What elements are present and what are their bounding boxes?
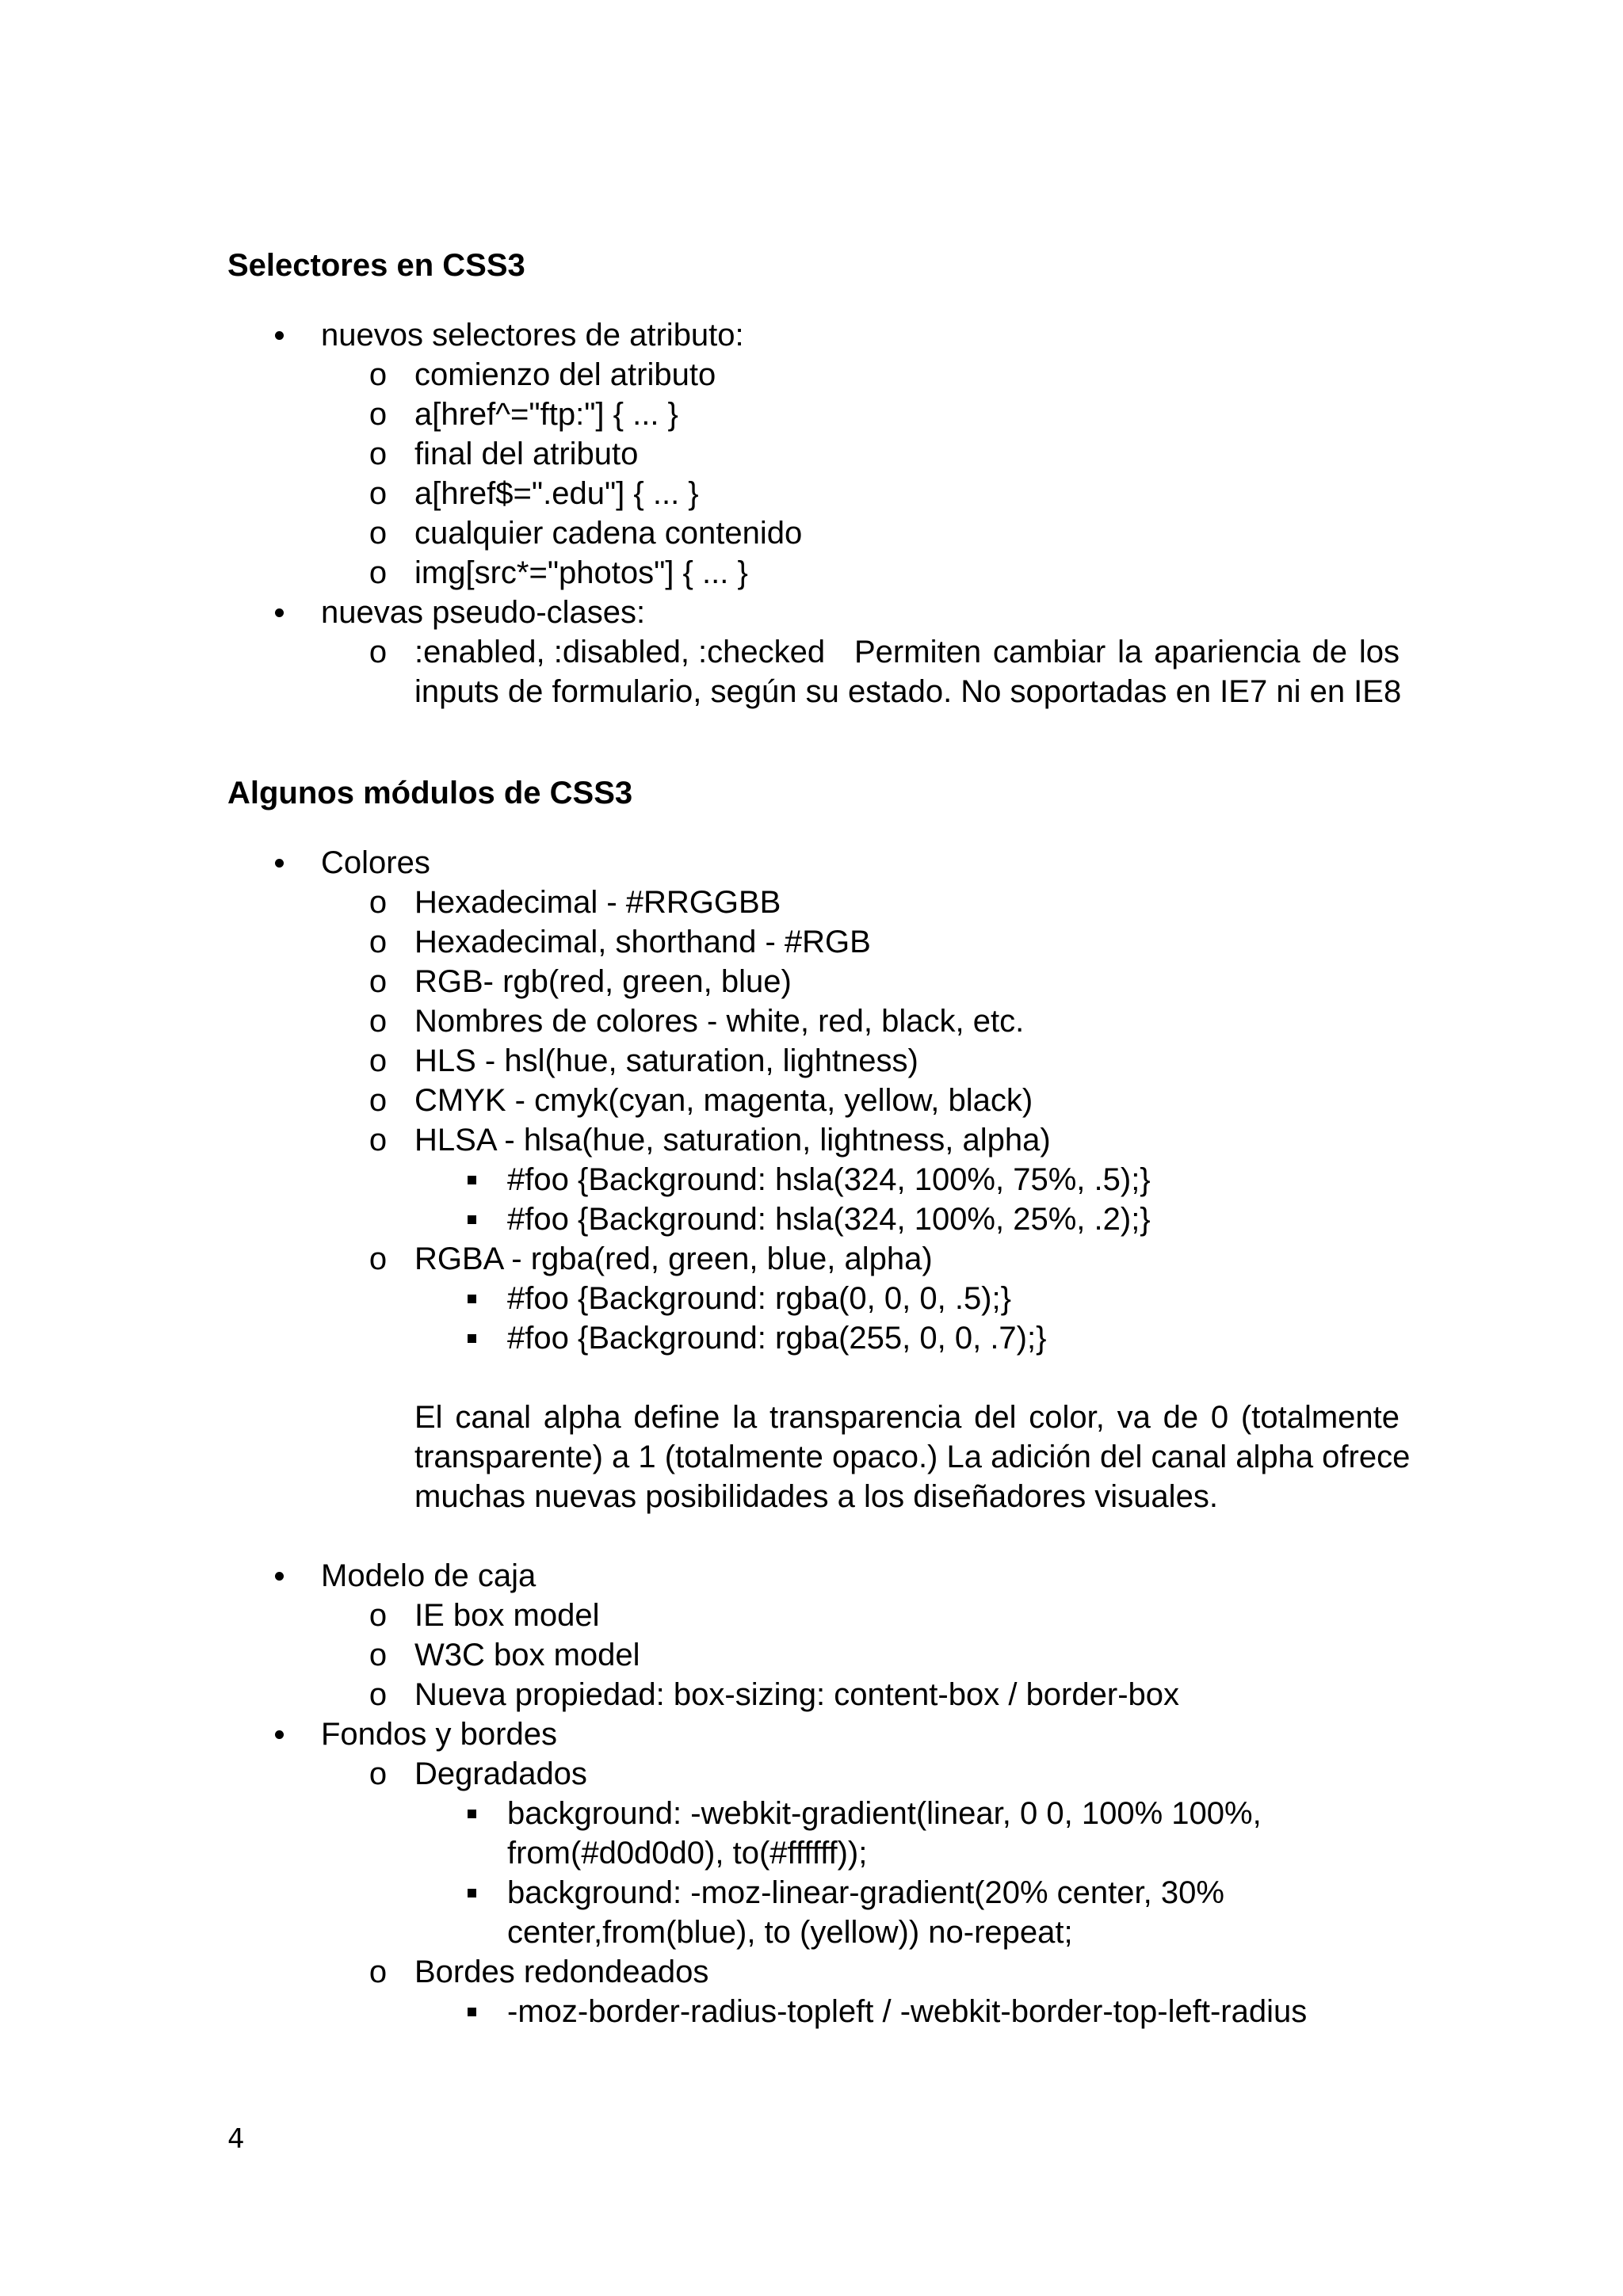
sub-bullet-icon: o <box>369 635 388 669</box>
sub-bullet-icon: o <box>369 925 388 959</box>
sub-sub-list-item: background: -moz-linear-gradient(20% center, 30% <box>507 1875 1224 1910</box>
sub-bullet-icon: o <box>369 1677 388 1712</box>
sub-bullet-icon: o <box>369 1123 388 1158</box>
sub-sub-list-item: background: -webkit-gradient(linear, 0 0, 100% 100%, <box>507 1796 1262 1831</box>
sub-list-item: Hexadecimal - #RRGGBB <box>414 885 781 920</box>
sub-sub-list-item: #foo {Background: hsla(324, 100%, 25%, .2);} <box>507 1202 1151 1237</box>
square-bullet-icon <box>460 1873 483 1913</box>
sub-list-item: W3C box model <box>414 1638 640 1672</box>
sub-list-item: HLS - hsl(hue, saturation, lightness) <box>414 1043 918 1078</box>
square-bullet-icon <box>460 1992 483 2031</box>
bullet-icon <box>269 315 288 355</box>
section-heading-selectores: Selectores en CSS3 <box>227 248 525 283</box>
sub-bullet-icon: o <box>369 555 388 590</box>
sub-list-item: comienzo del atributo <box>414 357 716 392</box>
sub-bullet-icon: o <box>369 397 388 432</box>
list-item: Modelo de caja <box>321 1558 537 1593</box>
sub-list-item: final del atributo <box>414 437 639 471</box>
sub-sub-list-item: -moz-border-radius-topleft / -webkit-border-top-left-radius <box>507 1994 1308 2029</box>
sub-bullet-icon: o <box>369 1638 388 1672</box>
sub-bullet-icon: o <box>369 516 388 551</box>
sub-list-item: Bordes redondeados <box>414 1955 709 1989</box>
square-bullet-icon <box>460 1160 483 1199</box>
alpha-paragraph-line1: El canal alpha define la transparencia del color, va de 0 (totalmente <box>414 1400 1400 1435</box>
alpha-paragraph-line2: transparente) a 1 (totalmente opaco.) La adición del canal alpha ofrece <box>414 1440 1411 1474</box>
square-bullet-icon <box>460 1318 483 1358</box>
sub-list-item: cualquier cadena contenido <box>414 516 803 551</box>
sub-list-item: HLSA - hlsa(hue, saturation, lightness, alpha) <box>414 1123 1051 1158</box>
sub-list-item: img[src*="photos"] { ... } <box>414 555 748 590</box>
sub-bullet-icon: o <box>369 885 388 920</box>
sub-sub-list-item: #foo {Background: rgba(255, 0, 0, .7);} <box>507 1321 1047 1356</box>
pseudo-classes-line1-right: Permiten cambiar la apariencia de los <box>854 635 1400 669</box>
sub-bullet-icon: o <box>369 964 388 999</box>
sub-bullet-icon: o <box>369 1043 388 1078</box>
sub-bullet-icon: o <box>369 1241 388 1276</box>
sub-bullet-icon: o <box>369 357 388 392</box>
square-bullet-icon <box>460 1794 483 1833</box>
sub-bullet-icon: o <box>369 1083 388 1118</box>
sub-sub-list-item: #foo {Background: rgba(0, 0, 0, .5);} <box>507 1281 1011 1316</box>
pseudo-classes-line1-left: :enabled, :disabled, :checked <box>414 635 826 669</box>
sub-list-item: RGB- rgb(red, green, blue) <box>414 964 792 999</box>
sub-list-item: CMYK - cmyk(cyan, magenta, yellow, black) <box>414 1083 1033 1118</box>
alpha-paragraph-line3: muchas nuevas posibilidades a los diseñadores visuales. <box>414 1479 1218 1514</box>
page-number: 4 <box>227 2123 245 2155</box>
sub-list-item: RGBA - rgba(red, green, blue, alpha) <box>414 1241 933 1276</box>
sub-list-item: Degradados <box>414 1756 587 1791</box>
sub-bullet-icon: o <box>369 1598 388 1633</box>
square-bullet-icon <box>460 1279 483 1318</box>
sub-bullet-icon: o <box>369 1756 388 1791</box>
list-item: Fondos y bordes <box>321 1717 557 1752</box>
sub-list-item: Nueva propiedad: box-sizing: content-box / border-box <box>414 1677 1179 1712</box>
sub-list-item: a[href$=".edu"] { ... } <box>414 476 699 511</box>
sub-sub-list-item-cont: center,from(blue), to (yellow)) no-repeat; <box>507 1915 1073 1950</box>
bullet-icon <box>269 843 288 883</box>
bullet-icon <box>269 1714 288 1754</box>
sub-list-item: Hexadecimal, shorthand - #RGB <box>414 925 871 959</box>
sub-bullet-icon: o <box>369 1004 388 1039</box>
sub-bullet-icon: o <box>369 476 388 511</box>
sub-list-item: IE box model <box>414 1598 600 1633</box>
sub-sub-list-item-cont: from(#d0d0d0), to(#ffffff)); <box>507 1836 868 1871</box>
sub-list-item: a[href^="ftp:"] { ... } <box>414 397 678 432</box>
list-item: Colores <box>321 845 430 880</box>
square-bullet-icon <box>460 1199 483 1239</box>
sub-list-item: Nombres de colores - white, red, black, etc. <box>414 1004 1025 1039</box>
bullet-icon <box>269 1556 288 1596</box>
sub-bullet-icon: o <box>369 1955 388 1989</box>
list-item: nuevos selectores de atributo: <box>321 318 744 353</box>
pseudo-classes-line2: inputs de formulario, según su estado. No soportadas en IE7 ni en IE8 <box>414 674 1402 709</box>
sub-bullet-icon: o <box>369 437 388 471</box>
section-heading-modulos: Algunos módulos de CSS3 <box>227 776 633 810</box>
bullet-icon <box>269 593 288 632</box>
sub-sub-list-item: #foo {Background: hsla(324, 100%, 75%, .5);} <box>507 1162 1151 1197</box>
list-item: nuevas pseudo-clases: <box>321 595 646 630</box>
